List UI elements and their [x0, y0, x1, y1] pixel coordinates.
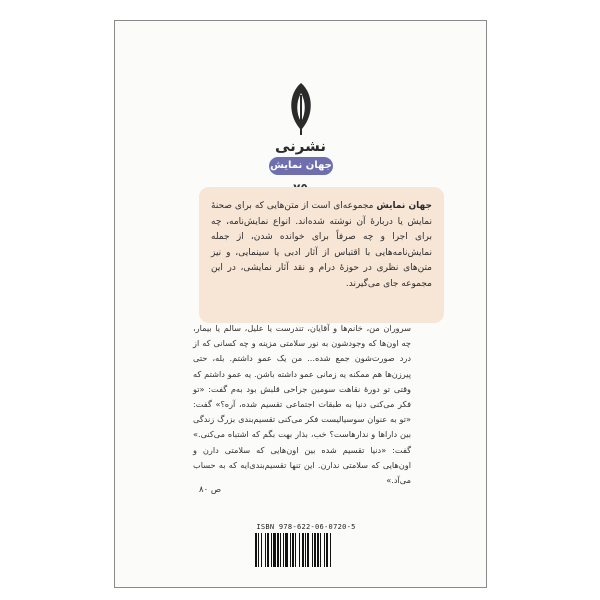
barcode-bar [314, 533, 316, 567]
excerpt-page-reference: ص ۸۰ [199, 485, 222, 495]
series-title-badge: جهان نمایش [269, 157, 333, 175]
barcode-bar [258, 533, 259, 567]
barcode-bar [265, 533, 266, 567]
series-description-lead: جهان نمایش [376, 201, 432, 211]
barcode-bar [277, 533, 279, 567]
series-description-box [199, 187, 444, 323]
barcode-bar [255, 533, 257, 567]
leaf-logo-icon [285, 81, 317, 137]
barcode-bar [302, 533, 304, 567]
barcode-bar [317, 533, 319, 567]
barcode-bar [285, 533, 288, 567]
barcode-bar [299, 533, 300, 567]
publisher-name: نشرنی [274, 137, 327, 155]
barcode-bar [320, 533, 321, 567]
barcode-bar [330, 533, 331, 567]
barcode-bar [312, 533, 313, 567]
barcode-bar [280, 533, 281, 567]
barcode-bar [292, 533, 294, 567]
barcode-bar [307, 533, 309, 567]
barcode-bar [261, 533, 262, 567]
barcode-bar [273, 533, 276, 567]
barcode-bar [271, 533, 272, 567]
barcode-bar [295, 533, 296, 567]
barcode-bar [290, 533, 291, 567]
barcode-bar [305, 533, 306, 567]
book-back-cover [114, 20, 487, 588]
barcode-bar [283, 533, 284, 567]
barcode-bar [267, 533, 269, 567]
barcode-bar [324, 533, 325, 567]
book-excerpt: سروران من، خانم‌ها و آقایان، تندرست یا علیل، سالم یا بیمار، چه اون‌ها که وجودشون به نور سلامتی مزینه و چه کسانی که از درد صورت‌شون جمع شده... من یک عمو داشتم. بله، حتی پیرزن‌ها هم ممکنه یه زمانی عمو داشته باشن. یه عمو داشتم که وقتی تو دورهٔ نقاهت سومین جراحی قلبش بود به‌م گفت: «تو فکر می‌کنی دنیا به طبقات اجتماعی تقسیم شده، آره؟» گفت: «تو به عنوان سوسیالیست فکر می‌کنی تقسیم‌بندی بزرگ زندگی بین دارا‌ها و ندارهاست؟ خب، بذار بهت بگم که اشتباه می‌کنی.» گفت: «دنیا تقسیم شده بین اون‌هایی که سلامتی دارن و اون‌هایی که سلامتی ندارن. این تنها تقسیم‌بندی‌ایه که به حساب می‌آد.» [193, 323, 411, 486]
isbn-label: ISBN 978-622-06-0720-5 [256, 523, 356, 531]
barcode-bar [326, 533, 328, 567]
series-description-text: مجموعه‌ای است از متن‌هایی که برای صحنهٔ نمایش یا دربارهٔ آن نوشته شده‌اند. انواع نمایش‌نامه، چه برای اجرا و چه صرفاً برای خوانده شدن، از جمله نمایش‌نامه‌هایی با اقتباس از آثار ادبی یا سینمایی، و نیز متن‌های نظری در حوزهٔ درام و نقد آثار نمایشی، در این مجموعه جای می‌گیرند. [211, 201, 432, 289]
barcode-icon [255, 533, 355, 567]
